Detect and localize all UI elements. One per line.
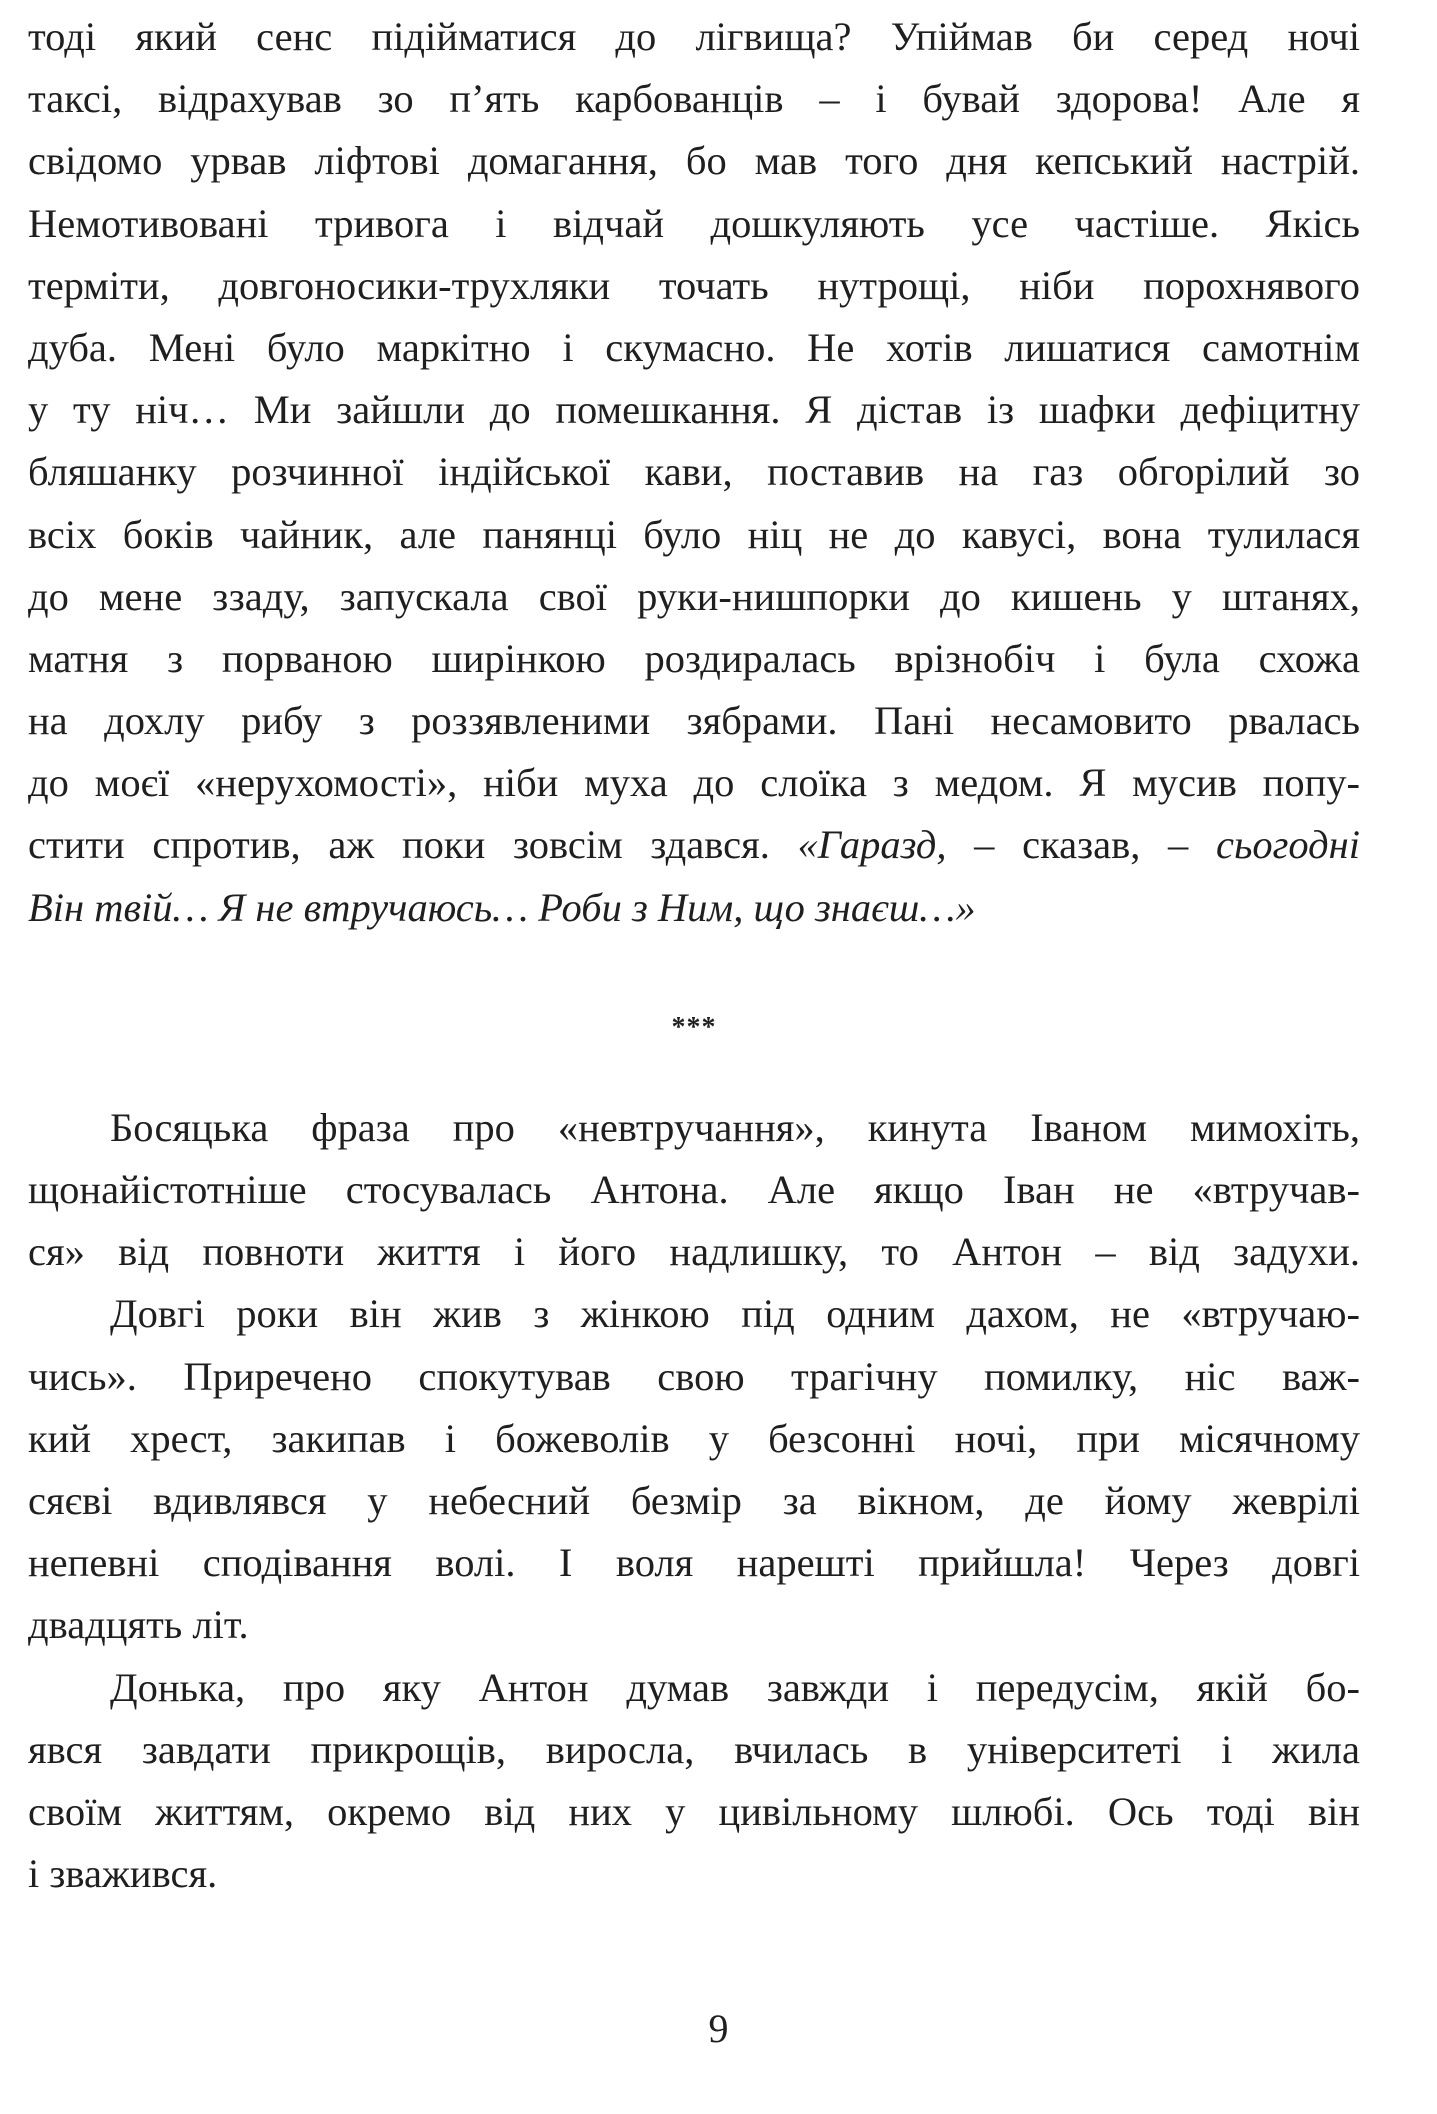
paragraph-1: [28, 6, 1360, 939]
text-line: явся завдати прикрощів, виросла, вчилась в університеті і жила: [28, 1726, 1360, 1772]
text-line: дуба. Мені було маркітно і скумасно. Не хотів лишатися самотнім: [28, 324, 1360, 370]
text-line: таксі, відрахував зо п’ять карбованців – і бувай здорова! Але я: [28, 76, 1360, 122]
text-line: кий хрест, закипав і божеволів у безсонні ночі, при місячному: [28, 1415, 1360, 1461]
text-line: терміти, довгоносики-трухляки точать нутрощі, ніби порохнявого: [28, 262, 1360, 308]
italic-quote: «Гаразд, –: [797, 822, 1023, 868]
text-line: непевні сподівання волі. І воля нарешті прийшла! Через довгі: [28, 1540, 1360, 1586]
text-line: Немотивовані тривога і відчай дошкуляють усе частіше. Якісь: [28, 200, 1360, 246]
text-line: і зважився.: [28, 1851, 218, 1897]
text-run: сказав, –: [1022, 822, 1216, 868]
page-number: 9: [708, 2006, 729, 2051]
paragraph-2: [28, 1097, 1360, 1284]
paragraph-3: [28, 1283, 1360, 1656]
text-line: до моєї «нерухомості», ніби муха до слоїка з медом. Я мусив попу-: [28, 760, 1360, 806]
text-line: щонайістотніше стосувалась Антона. Але якщо Іван не «втручав-: [28, 1167, 1360, 1212]
section-separator: ***: [671, 1011, 717, 1043]
text-line: Донька, про яку Антон думав завжди і передусім, якій бо-: [110, 1664, 1360, 1710]
text-line: двадцять літ.: [28, 1602, 249, 1648]
text-line: Довгі роки він жив з жінкою під одним дахом, не «втручаю-: [110, 1291, 1360, 1337]
text-line: всіх боків чайник, але панянці було ніц не до кавусі, вона тулилася: [28, 511, 1360, 557]
page-body: [28, 6, 1360, 1905]
italic-quote: сьогодні: [1215, 822, 1360, 868]
text-line: у ту ніч… Ми зайшли до помешкання. Я дістав із шафки дефіцитну: [28, 387, 1360, 433]
spacer: [28, 1059, 1360, 1097]
text-line: сяєві вдивлявся у небесний безмір за вікном, де йому жеврілі: [28, 1477, 1360, 1523]
text-line: чись». Приречено спокутував свою трагічну помилку, ніс важ-: [28, 1353, 1360, 1399]
text-line: Босяцька фраза про «невтручання», кинута Іваном мимохіть,: [110, 1104, 1360, 1150]
text-line: на дохлу рибу з роззявленими зябрами. Пані несамовито рвалась: [28, 698, 1360, 744]
text-run: стити спротив, аж поки зовсім здався.: [28, 822, 798, 868]
text-line: матня з порваною ширінкою роздиралась врізнобіч і була схожа: [28, 635, 1360, 681]
text-line: ся» від повноти життя і його надлишку, то Антон – від задухи.: [28, 1229, 1360, 1275]
spacer: [28, 939, 1360, 997]
text-line: до мене ззаду, запускала свої руки-нишпорки до кишень у штанях,: [28, 573, 1360, 619]
italic-quote-line: Він твій… Я не втручаюсь… Роби з Ним, що знаєш…»: [28, 884, 976, 930]
text-line: свідомо урвав ліфтові домагання, бо мав того дня кепський настрій.: [28, 138, 1360, 184]
text-line: тоді який сенс підійматися до лігвища? Упіймав би серед ночі: [28, 14, 1360, 59]
paragraph-4: [28, 1657, 1360, 1906]
text-line: своїм життям, окремо від них у цивільному шлюбі. Ось тоді він: [28, 1788, 1360, 1834]
text-line-mixed: [28, 814, 1360, 876]
text-line: бляшанку розчинної індійської кави, поставив на газ обгорілий зо: [28, 449, 1360, 495]
